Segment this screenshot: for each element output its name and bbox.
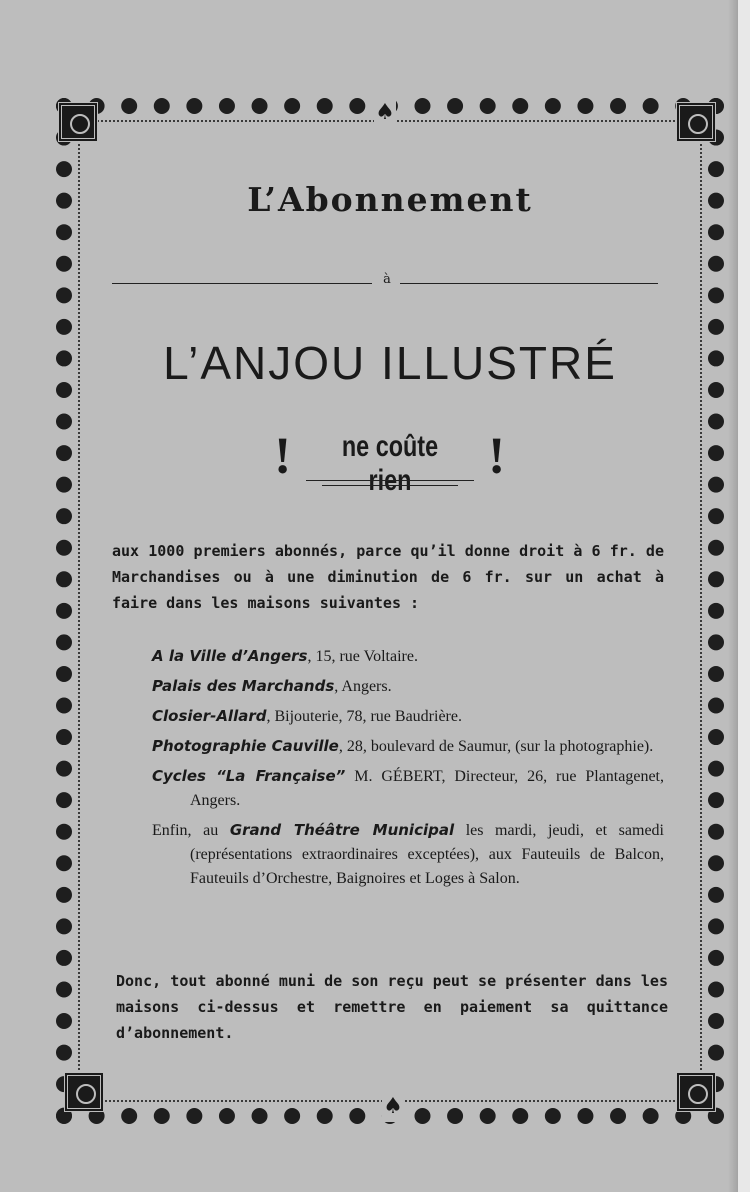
participating-shops-list [152, 644, 664, 896]
acorn-icon: ♠ [382, 1092, 404, 1122]
rosette-icon [676, 1072, 716, 1112]
shop-name: A la Ville d’Angers [152, 647, 308, 665]
rosette-icon [676, 102, 716, 142]
shop-details: les mardi, jeudi, et samedi (représentations extraordinaires exceptées), aux Fauteuils de Balcon, Fauteuils d’Orchestre, Baignoires et Loges à Salon. [190, 822, 664, 887]
rosette-icon [64, 1072, 104, 1112]
journal-name: L’ANJOU ILLUSTRÉ [163, 337, 617, 389]
page-title: L’Abonnement [247, 180, 533, 219]
divider-left [112, 283, 372, 284]
list-item [152, 764, 664, 813]
closing-paragraph: Donc, tout abonné muni de son reçu peut se présenter dans les maisons ci-dessus et remettre en paiement sa quittance d’abonnement. [116, 972, 668, 1042]
entry-prefix: Enfin, au [152, 822, 230, 839]
shop-details: , 15, rue Voltaire. [307, 648, 418, 665]
free-underline [306, 480, 474, 481]
free-banner [270, 424, 510, 497]
shop-name: Palais des Marchands [152, 677, 335, 695]
exclamation-left: ! [274, 428, 292, 485]
rosette-icon [58, 102, 98, 142]
divider-right [400, 283, 658, 284]
list-item [152, 674, 664, 699]
shop-name: Photographie Cauville [152, 737, 339, 755]
shop-details: , 28, boulevard de Saumur, (sur la photographie). [338, 738, 654, 755]
shop-details: , Angers. [334, 678, 392, 695]
free-underline-thin [322, 485, 458, 486]
shop-name: Grand Théâtre Municipal [229, 821, 455, 839]
acorn-icon: ♠ [374, 98, 396, 128]
exclamation-right: ! [488, 428, 506, 485]
list-item [152, 704, 664, 729]
connector-word: à [383, 272, 391, 287]
background-margin [738, 0, 750, 1192]
shop-name: Closier-Allard [152, 707, 267, 725]
intro-paragraph: aux 1000 premiers abonnés, parce qu’il donne droit à 6 fr. de Marchandises ou à une diminution de 6 fr. sur un achat à faire dans les maisons suivantes : [112, 542, 664, 612]
shop-name: Cycles “La Française” [152, 767, 346, 785]
list-item [152, 644, 664, 669]
list-item [152, 734, 664, 759]
shop-details: M. GÉBERT, Directeur, 26, rue Plantagenet, Angers. [190, 768, 664, 809]
list-item [152, 818, 664, 891]
shop-details: , Bijouterie, 78, rue Baudrière. [266, 708, 462, 725]
free-text: ne coûte rien [341, 430, 439, 497]
